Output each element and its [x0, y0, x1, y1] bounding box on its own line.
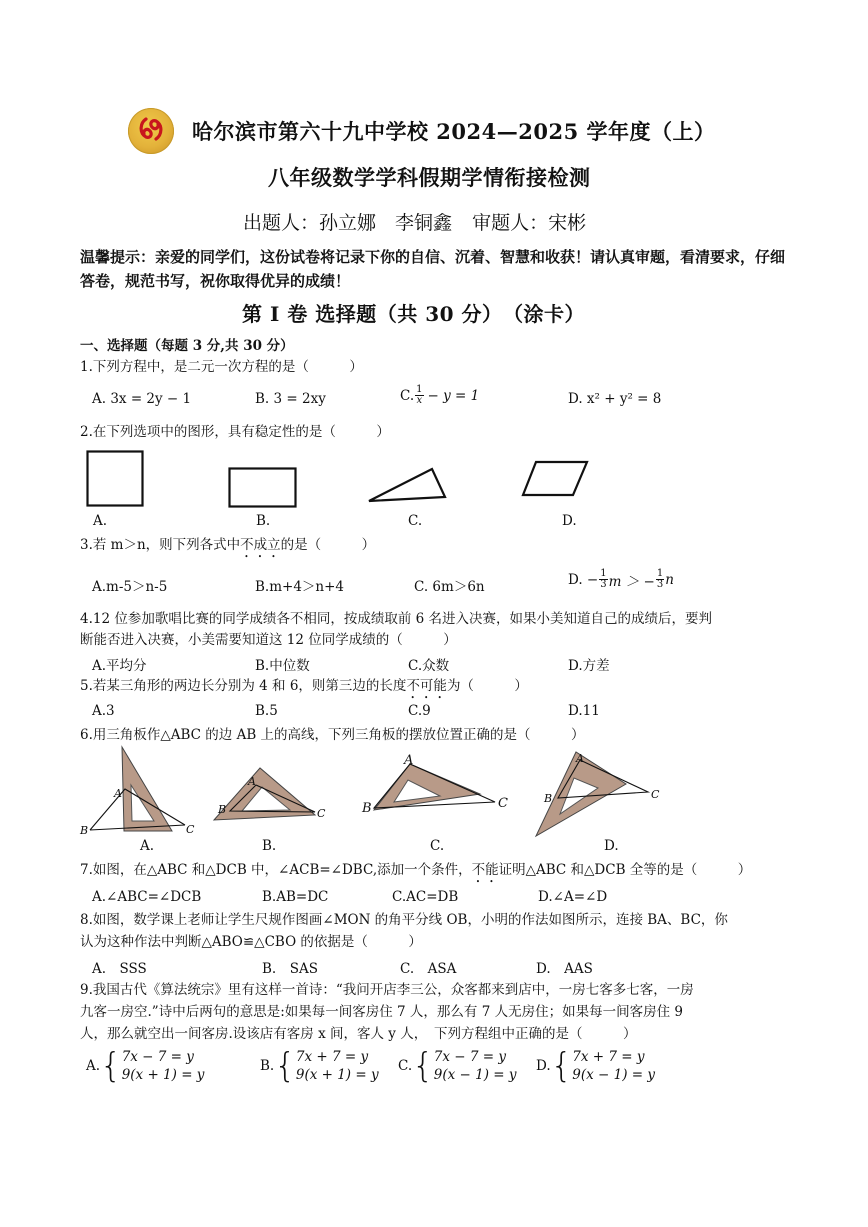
q4-stem-line2: 断能否进入决赛，小美需要知道这 12 位同学成绩的（ ）: [80, 632, 457, 648]
q9-d-eq2: 9(x − 1) = y: [572, 1067, 656, 1083]
q7-option-d: D.∠A=∠D: [538, 889, 608, 905]
q6b-label-a: A: [248, 775, 256, 788]
q4-option-c: C.众数: [408, 658, 450, 674]
q4-option-a: A.平均分: [92, 658, 147, 674]
q6-option-c: C.: [430, 838, 445, 854]
q9-a-label: A.: [86, 1058, 101, 1074]
q5-option-c: C.9: [408, 703, 431, 719]
q9-a-eq2: 9(x + 1) = y: [121, 1067, 205, 1083]
q1-c-denominator: x: [416, 395, 423, 406]
q2-parallelogram-figure: [520, 460, 590, 498]
school-logo: [128, 108, 174, 154]
q2-stem: 2.在下列选项中的图形，具有稳定性的是（ ）: [80, 424, 390, 440]
q7-stem: [80, 860, 751, 886]
part-heading: 一、选择题（每题 3 分,共 30 分）: [80, 338, 294, 354]
q1-option-c: [400, 385, 479, 406]
q7-option-a: A.∠ABC=∠DCB: [92, 889, 202, 905]
q3-d-mid: m ＞ −: [608, 573, 655, 590]
q7-option-c: C.AC=DB: [392, 889, 459, 905]
author-label: 出题人：孙立娜 李铜鑫: [243, 212, 453, 234]
q7-stem-pre: 7.如图，在△ABC 和△DCB 中，∠ACB=∠DBC,添加一个条件，: [80, 862, 472, 878]
q9-c-brace: {: [412, 1046, 434, 1086]
q3-option-d: [568, 569, 674, 590]
q6-option-a: A.: [140, 838, 155, 854]
authors-line: [243, 208, 600, 235]
q1-c-label: C.: [400, 387, 415, 404]
q6-figure-c: [360, 752, 520, 832]
q6a-label-b: B: [80, 824, 89, 837]
q9-c-label: C.: [398, 1058, 413, 1074]
q5-option-a: A.3: [92, 703, 115, 719]
q9-c-eq1: 7x − 7 = y: [433, 1049, 506, 1065]
q9-b-label: B.: [260, 1058, 275, 1074]
q1-option-d: D. x² + y² = 8: [568, 391, 662, 407]
q6a-label-a: A: [114, 787, 122, 800]
q5-stem: [80, 676, 528, 702]
q1-c-rest: − y = 1: [427, 387, 480, 404]
q2-square-figure: [86, 450, 146, 508]
q3-d-den1: 3: [600, 579, 607, 590]
q9-a-eq1: 7x − 7 = y: [121, 1049, 194, 1065]
q9-stem-line3: 人，那么就空出一间客房.设该店有客房 x 间，客人 y 人， 下列方程组中正确的是（ ）: [80, 1026, 637, 1042]
q7-option-b: B.AB=DC: [262, 889, 329, 905]
q4-stem-line1: 4.12 位参加歌唱比赛的同学成绩各不相同，按成绩取前 6 名进入决赛，如果小美知道自己的成绩后，要判: [80, 611, 713, 627]
q3-d-label: D. −: [568, 571, 599, 588]
q9-c-eq2: 9(x − 1) = y: [433, 1067, 517, 1083]
q6c-label-a: A: [404, 753, 414, 768]
q6-figure-d: [530, 748, 670, 840]
warm-tips: 温馨提示：亲爱的同学们，这份试卷将记录下你的自信、沉着、智慧和收获！请认真审题，看清要求，仔细答卷，规范书写，祝你取得优异的成绩！: [80, 248, 786, 290]
q3-stem-post: 的是（ ）: [280, 537, 376, 553]
q6-option-d: D.: [604, 838, 619, 854]
q9-b-eq1: 7x + 7 = y: [295, 1049, 369, 1065]
q5-stem-pre: 5.若某三角形的两边长分别为 4 和 6，则第三边的长度: [80, 678, 407, 694]
exam-title-line2: 八年级数学学科假期学情衔接检测: [268, 165, 591, 190]
q3-stem: [80, 535, 375, 561]
q7-stem-post: 证明△ABC 和△DCB 全等的是（ ）: [498, 862, 752, 878]
q8-option-c: C. ASA: [400, 961, 457, 977]
q6b-label-c: C: [317, 807, 326, 820]
q1-option-b: B. 3 = 2xy: [255, 391, 326, 407]
q9-b-eq2: 9(x + 1) = y: [295, 1067, 379, 1083]
q1-option-a: A. 3x = 2y − 1: [92, 391, 192, 407]
q5-stem-post: 为（ ）: [446, 678, 528, 694]
q8-stem-line2: 认为这种作法中判断△ABO≌△CBO 的依据是（ ）: [80, 934, 422, 950]
q3-d-num2: 1: [656, 568, 664, 579]
q6d-label-c: C: [651, 788, 660, 801]
q2-rectangle-figure: [228, 467, 298, 509]
q2-triangle-figure: [366, 466, 448, 504]
q3-d-fraction2: [656, 569, 664, 590]
q9-a-brace: {: [100, 1046, 122, 1086]
q8-option-b: B. SAS: [262, 961, 318, 977]
q6a-label-c: C: [186, 823, 195, 836]
q8-stem-line1: 8.如图，数学课上老师让学生尺规作图画∠MON 的角平分线 OB，小明的作法如图所示，连接 BA、BC，你: [80, 912, 728, 928]
q4-option-d: D.方差: [568, 658, 610, 674]
q9-d-eq1: 7x + 7 = y: [572, 1049, 645, 1065]
q9-d-label: D.: [536, 1058, 551, 1074]
q6-figure-b: [210, 765, 340, 845]
q3-option-b: B.m+4＞n+4: [255, 579, 345, 595]
q9-b-brace: {: [274, 1046, 296, 1086]
q6-option-b: B.: [262, 838, 277, 854]
q5-option-d: D.11: [568, 703, 600, 719]
q6-stem: 6.用三角板作△ABC 的边 AB 上的高线，下列三角板的摆放位置正确的是（ ）: [80, 727, 585, 743]
q8-option-d: D. AAS: [536, 961, 593, 977]
q1-c-fraction: [415, 385, 423, 406]
q9-d-brace: {: [550, 1046, 573, 1086]
reviewer-label: 审题人：宋彬: [472, 212, 587, 234]
q9-option-a: [86, 1048, 204, 1084]
q9-option-d: [536, 1048, 655, 1084]
q5-option-b: B.5: [255, 703, 278, 719]
q6b-label-b: B: [218, 803, 227, 816]
q5-stem-emphasis: 不可能: [406, 678, 447, 694]
q6c-label-c: C: [498, 796, 508, 811]
q6d-label-a: A: [576, 752, 584, 765]
q6c-label-b: B: [362, 801, 372, 816]
q9-stem-line1: 9.我国古代《算法统宗》里有这样一首诗：“我问开店李三公，众客都来到店中，一房七客多七客，一房: [80, 982, 694, 998]
exam-title-line1: 哈尔滨市第六十九中学校 2024—2025 学年度（上）: [192, 119, 716, 144]
q8-option-a: A. SSS: [92, 961, 147, 977]
q3-d-den2: 3: [656, 579, 664, 590]
q3-d-var: n: [665, 571, 674, 588]
q9-option-b: [260, 1048, 379, 1084]
q3-option-a: A.m-5＞n-5: [92, 579, 168, 595]
logo-emblem-icon: [137, 115, 165, 143]
q2-option-b: B.: [256, 513, 271, 529]
q7-stem-emphasis: 不能: [471, 862, 499, 878]
section-title: 第 I 卷 选择题（共 30 分） （涂卡）: [242, 302, 586, 326]
q4-option-b: B.中位数: [255, 658, 310, 674]
q6-figure-a: [80, 745, 200, 845]
q2-option-c: C.: [408, 513, 423, 529]
q3-d-fraction1: [599, 569, 607, 590]
q9-a-system: [122, 1048, 205, 1084]
q9-d-system: [572, 1048, 655, 1084]
q3-option-c: C. 6m＞6n: [414, 579, 485, 595]
q6d-label-b: B: [544, 792, 553, 805]
q9-c-system: [434, 1048, 517, 1084]
q1-stem: 1.下列方程中，是二元一次方程的是（ ）: [80, 359, 363, 375]
q2-option-d: D.: [562, 513, 577, 529]
q3-stem-emphasis: 不成立: [240, 537, 281, 553]
q3-stem-pre: 3.若 m＞n，则下列各式中: [80, 537, 241, 553]
q2-option-a: A.: [93, 513, 108, 529]
q9-option-c: [398, 1048, 517, 1084]
q3-d-num1: 1: [600, 568, 607, 579]
q9-b-system: [296, 1048, 379, 1084]
q9-stem-line2: 九客一房空.”诗中后两句的意思是:如果每一间客房住 7 人，那么有 7 人无房住；如果每一间客房住 9: [80, 1004, 683, 1020]
q1-c-numerator: 1: [416, 384, 423, 395]
